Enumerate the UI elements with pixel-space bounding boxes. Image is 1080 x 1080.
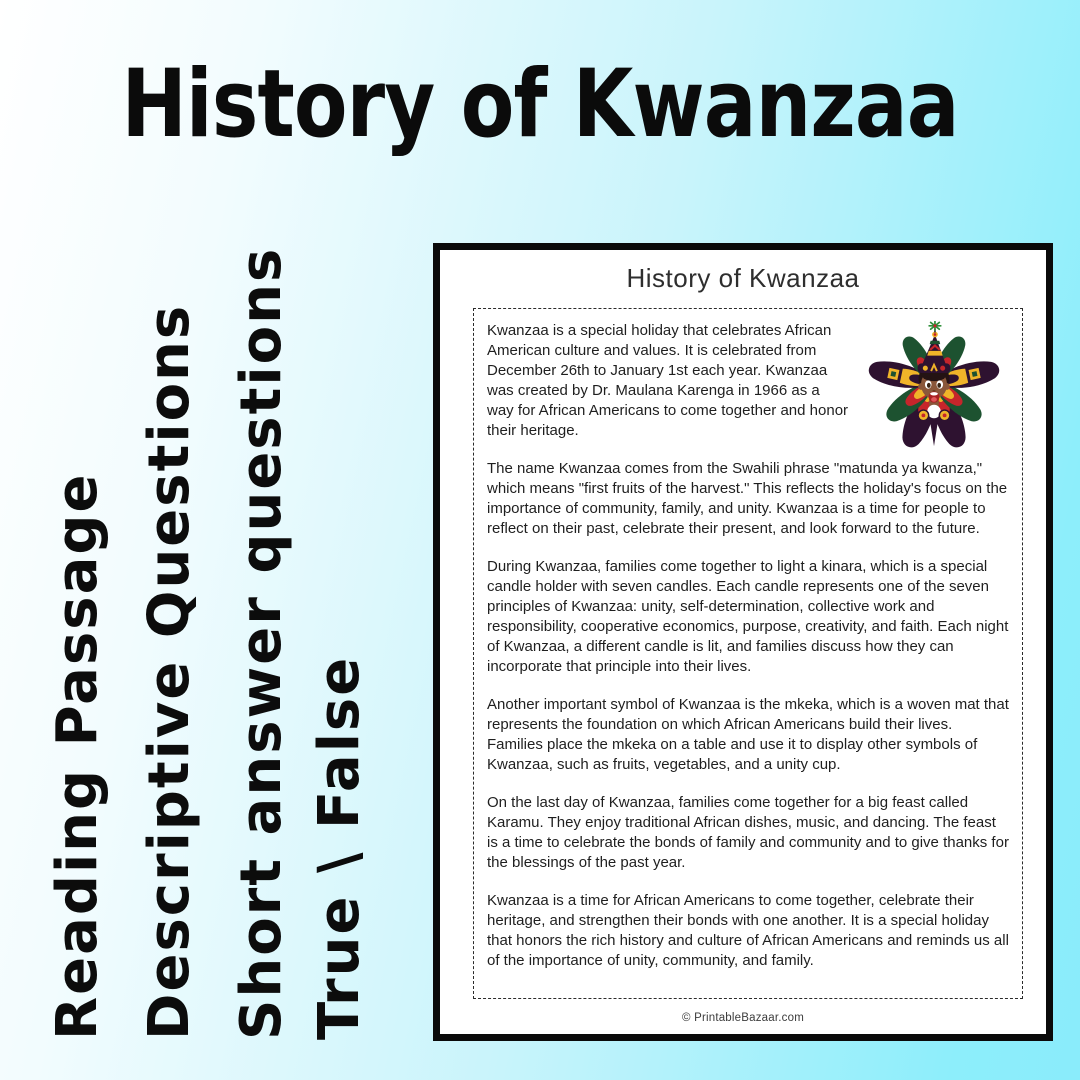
passage-paragraph: Kwanzaa is a time for African Americans to come together, celebrate their heritage, and strengthen their bonds with one another. It is a special holiday that honors the rich history and culture of African Americans and reminds us all of the importance of unity, community, and family. bbox=[487, 892, 1009, 969]
poster-title: History of Kwanzaa bbox=[121, 50, 959, 159]
side-label-reading-passage: Reading Passage bbox=[45, 472, 110, 1040]
kwanzaa-headdress-illustration bbox=[859, 321, 1009, 451]
passage-paragraph: On the last day of Kwanzaa, families come together for a big feast called Karamu. They enjoy traditional African dishes, music, and dancing. The feast is a time to celebrate the bonds of family and community and to give thanks for the blessings of the past year. bbox=[487, 794, 1009, 871]
copyright-footer: © PrintableBazaar.com bbox=[682, 1012, 804, 1024]
worksheet-title: History of Kwanzaa bbox=[626, 263, 860, 293]
passage-paragraph: During Kwanzaa, families come together to light a kinara, which is a special candle holder with seven candles. Each candle represents one of the seven principles of Kwanzaa: unity, self-determination, collective work and responsibility, cooperative economics, purpose, creativity, and faith. Each night of Kwanzaa, a different candle is lit, and families discuss how they can incorporate that principle into their lives. bbox=[487, 558, 1009, 675]
passage-paragraph: The name Kwanzaa comes from the Swahili phrase "matunda ya kwanza," which means "first fruits of the harvest." This reflects the holiday's focus on the importance of community, family, and unity. Kwanzaa is a time for people to reflect on their past, celebrate their present, and look forward to the future. bbox=[487, 460, 1008, 537]
reading-passage-box bbox=[473, 308, 1023, 999]
passage-paragraph: Kwanzaa is a special holiday that celebrates African American culture and values. It is celebrated from December 26th to January 1st each year. Kwanzaa was created by Dr. Maulana Karenga in 1966 as a way for African Americans to come together and honor their heritage. bbox=[487, 322, 849, 439]
worksheet-page bbox=[433, 243, 1053, 1041]
side-label-short-answer-questions: Short answer questions bbox=[229, 246, 294, 1040]
side-label-descriptive-questions: Descriptive Questions bbox=[137, 303, 202, 1040]
passage-paragraph: Another important symbol of Kwanzaa is the mkeka, which is a woven mat that represents the foundation on which African Americans build their lives. Families place the mkeka on a table and use it to display other symbols of Kwanzaa, such as fruits, vegetables, and a unity cup. bbox=[487, 696, 1009, 773]
side-label-true-false: True \ False bbox=[307, 655, 372, 1040]
